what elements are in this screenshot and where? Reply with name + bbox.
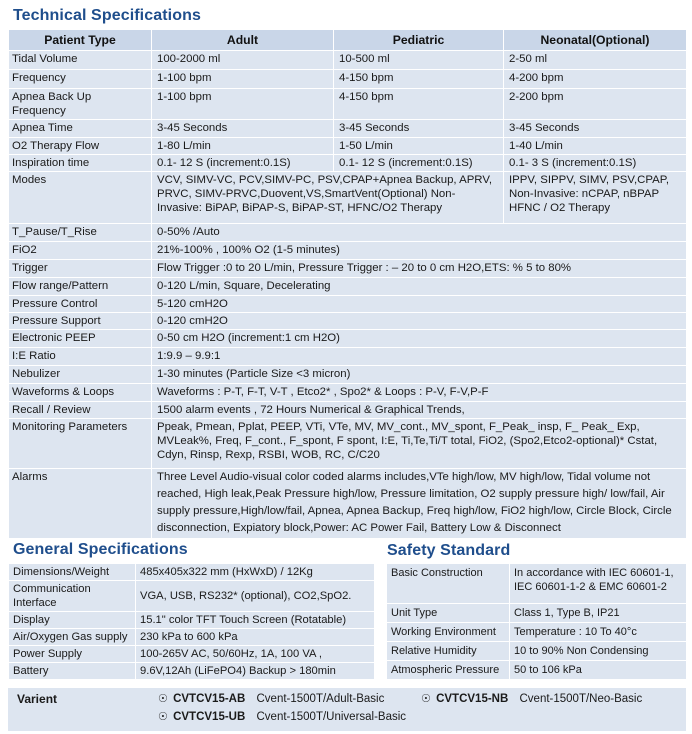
header-neonatal: Neonatal(Optional) xyxy=(504,30,687,51)
table-row xyxy=(9,419,687,469)
adult-value: 1-100 bpm xyxy=(152,70,334,89)
adult-value: 1-100 bpm xyxy=(152,89,334,120)
row-label: Alarms xyxy=(9,469,152,539)
bullet-icon: ☉ xyxy=(421,693,431,705)
table-row xyxy=(9,296,687,313)
row-value: Waveforms : P-T, F-T, V-T , Etco2* , Spo2* & Loops : P-V, F-V,P-F xyxy=(152,384,687,402)
neonatal-value: 2-50 ml xyxy=(504,51,687,70)
variant-description: Cvent-1500T/Neo-Basic xyxy=(519,693,643,705)
variant-description: Cvent-1500T/Adult-Basic xyxy=(256,693,385,705)
row-label: Unit Type xyxy=(387,604,510,623)
table-row xyxy=(9,646,375,663)
table-row xyxy=(9,348,687,366)
row-label: Display xyxy=(9,612,136,629)
table-row xyxy=(9,278,687,296)
row-label: Dimensions/Weight xyxy=(9,564,136,581)
table-row xyxy=(387,642,687,661)
neonatal-value: 4-200 bpm xyxy=(504,70,687,89)
table-row xyxy=(9,155,687,172)
row-label: Flow range/Pattern xyxy=(9,278,152,296)
adult-value: 0.1- 12 S (increment:0.1S) xyxy=(152,155,334,172)
row-value: Class 1, Type B, IP21 xyxy=(510,604,687,623)
table-row xyxy=(9,663,375,680)
row-value: Three Level Audio-visual color coded alarms includes,VTe high/low, MV high/low, Tidal volume not reached, High leak,Peak Pressure high/low, Pressure limitation, O2 supply pressure high/ low/fail, Air supply pressure,High/low/fail, Apnea, Apnea Backup, Freq high/low, FiO2 high/low, Circle Block, Circle disconnection, Expiatory block,Power: AC Power Fail, Battery Low & Disconnect xyxy=(152,469,687,539)
row-label: I:E Ratio xyxy=(9,348,152,366)
row-label: Monitoring Parameters xyxy=(9,419,152,469)
row-label: Modes xyxy=(9,172,152,224)
row-label: Atmospheric Pressure xyxy=(387,661,510,680)
variant-code: CVTCV15-AB xyxy=(173,693,246,705)
table-row xyxy=(387,564,687,604)
row-label: FiO2 xyxy=(9,242,152,260)
row-label: Apnea Back Up Frequency xyxy=(9,89,152,120)
table-row xyxy=(9,629,375,646)
table-row xyxy=(9,384,687,402)
general-specifications-title: General Specifications xyxy=(13,541,188,558)
row-label: T_Pause/T_Rise xyxy=(9,224,152,242)
safety-standard-table xyxy=(386,563,687,680)
table-row xyxy=(9,366,687,384)
row-label: O2 Therapy Flow xyxy=(9,138,152,155)
row-label: Power Supply xyxy=(9,646,136,663)
row-value: 1-30 minutes (Particle Size <3 micron) xyxy=(152,366,687,384)
row-value: 0-50% /Auto xyxy=(152,224,687,242)
modes-adult-pediatric-value: VCV, SIMV-VC, PCV,SIMV-PC, PSV,CPAP+Apnea Backup, APRV, PRVC, SIMV-PRVC,Duovent,VS,SmartVent(Optional) Non-Invasive: BiPAP, BiPAP-S, BiPAP-ST, HFNC/O2 Therapy xyxy=(152,172,504,224)
variant-label: Varient xyxy=(17,692,58,706)
row-label: Nebulizer xyxy=(9,366,152,384)
pediatric-value: 0.1- 12 S (increment:0.1S) xyxy=(334,155,504,172)
row-value: Flow Trigger :0 to 20 L/min, Pressure Trigger : – 20 to 0 cm H2O,ETS: % 5 to 80% xyxy=(152,260,687,278)
variant-description: Cvent-1500T/Universal-Basic xyxy=(256,711,407,723)
modes-neonatal-value: IPPV, SIPPV, SIMV, PSV,CPAP, Non-Invasive: nCPAP, nBPAP HFNC / O2 Therapy xyxy=(504,172,687,224)
row-label: Working Environment xyxy=(387,623,510,642)
table-header-row xyxy=(9,30,687,51)
adult-value: 3-45 Seconds xyxy=(152,120,334,138)
table-row xyxy=(9,51,687,70)
row-label: Inspiration time xyxy=(9,155,152,172)
table-row xyxy=(9,70,687,89)
table-row-modes xyxy=(9,172,687,224)
variant-box xyxy=(8,688,686,731)
row-value: 10 to 90% Non Condensing xyxy=(510,642,687,661)
row-label: Battery xyxy=(9,663,136,680)
table-row xyxy=(387,604,687,623)
pediatric-value: 10-500 ml xyxy=(334,51,504,70)
adult-value: 100-2000 ml xyxy=(152,51,334,70)
row-value: 15.1" color TFT Touch Screen (Rotatable) xyxy=(136,612,375,629)
row-value: 100-265V AC, 50/60Hz, 1A, 100 VA , xyxy=(136,646,375,663)
row-value: 21%-100% , 100% O2 (1-5 minutes) xyxy=(152,242,687,260)
row-label: Pressure Support xyxy=(9,313,152,330)
row-label: Electronic PEEP xyxy=(9,330,152,348)
table-row xyxy=(387,661,687,680)
pediatric-value: 4-150 bpm xyxy=(334,70,504,89)
neonatal-value: 2-200 bpm xyxy=(504,89,687,120)
header-adult: Adult xyxy=(152,30,334,51)
row-label: Trigger xyxy=(9,260,152,278)
row-value: 485x405x322 mm (HxWxD) / 12Kg xyxy=(136,564,375,581)
row-value: 50 to 106 kPa xyxy=(510,661,687,680)
neonatal-value: 0.1- 3 S (increment:0.1S) xyxy=(504,155,687,172)
header-patient-type: Patient Type xyxy=(9,30,152,51)
variant-code: CVTCV15-UB xyxy=(173,711,246,723)
row-label: Frequency xyxy=(9,70,152,89)
row-label: Basic Construction xyxy=(387,564,510,604)
technical-specifications-table xyxy=(8,29,687,539)
variant-item xyxy=(158,710,406,723)
pediatric-value: 1-50 L/min xyxy=(334,138,504,155)
general-specifications-table xyxy=(8,563,375,680)
row-value: 0-50 cm H2O (increment:1 cm H2O) xyxy=(152,330,687,348)
table-row xyxy=(9,469,687,539)
row-value: In accordance with IEC 60601-1, IEC 60601-1-2 & EMC 60601-2 xyxy=(510,564,687,604)
row-value: Ppeak, Pmean, Pplat, PEEP, VTi, VTe, MV, MV_cont., MV_spont, F_Peak_ insp, F_ Peak_ Exp, MVLeak%, Freq, F_cont., F_spont, F spont, I:E, Ti,Te,Ti/T total, FiO2, (Spo2,Etco2-optional)* Cstat, Cdyn, Rinsp, Rexp, RSBI, WOB, RC, C/C20 xyxy=(152,419,687,469)
row-label: Communication Interface xyxy=(9,581,136,612)
technical-specifications-title: Technical Specifications xyxy=(13,7,201,24)
row-label: Tidal Volume xyxy=(9,51,152,70)
variant-code: CVTCV15-NB xyxy=(436,693,509,705)
row-label: Air/Oxygen Gas supply xyxy=(9,629,136,646)
adult-value: 1-80 L/min xyxy=(152,138,334,155)
safety-standard-title: Safety Standard xyxy=(387,542,511,559)
row-value: 5-120 cmH2O xyxy=(152,296,687,313)
table-row xyxy=(387,623,687,642)
table-row xyxy=(9,120,687,138)
variant-item xyxy=(421,692,642,705)
pediatric-value: 4-150 bpm xyxy=(334,89,504,120)
table-row xyxy=(9,612,375,629)
header-pediatric: Pediatric xyxy=(334,30,504,51)
table-row xyxy=(9,224,687,242)
row-value: 1500 alarm events , 72 Hours Numerical & Graphical Trends, xyxy=(152,402,687,419)
table-row xyxy=(9,330,687,348)
neonatal-value: 1-40 L/min xyxy=(504,138,687,155)
row-label: Relative Humidity xyxy=(387,642,510,661)
row-value: 1:9.9 – 9.9:1 xyxy=(152,348,687,366)
bullet-icon: ☉ xyxy=(158,711,168,723)
table-row xyxy=(9,564,375,581)
table-row xyxy=(9,242,687,260)
row-value: VGA, USB, RS232* (optional), CO2,SpO2. xyxy=(136,581,375,612)
table-row xyxy=(9,89,687,120)
row-value: Temperature : 10 To 40°c xyxy=(510,623,687,642)
table-row xyxy=(9,260,687,278)
row-value: 0-120 cmH2O xyxy=(152,313,687,330)
bullet-icon: ☉ xyxy=(158,693,168,705)
table-row xyxy=(9,581,375,612)
row-value: 9.6V,12Ah (LiFePO4) Backup > 180min xyxy=(136,663,375,680)
row-value: 230 kPa to 600 kPa xyxy=(136,629,375,646)
variant-item xyxy=(158,692,384,705)
row-label: Apnea Time xyxy=(9,120,152,138)
table-row xyxy=(9,313,687,330)
table-row xyxy=(9,402,687,419)
neonatal-value: 3-45 Seconds xyxy=(504,120,687,138)
row-label: Recall / Review xyxy=(9,402,152,419)
row-label: Waveforms & Loops xyxy=(9,384,152,402)
row-label: Pressure Control xyxy=(9,296,152,313)
pediatric-value: 3-45 Seconds xyxy=(334,120,504,138)
row-value: 0-120 L/min, Square, Decelerating xyxy=(152,278,687,296)
table-row xyxy=(9,138,687,155)
